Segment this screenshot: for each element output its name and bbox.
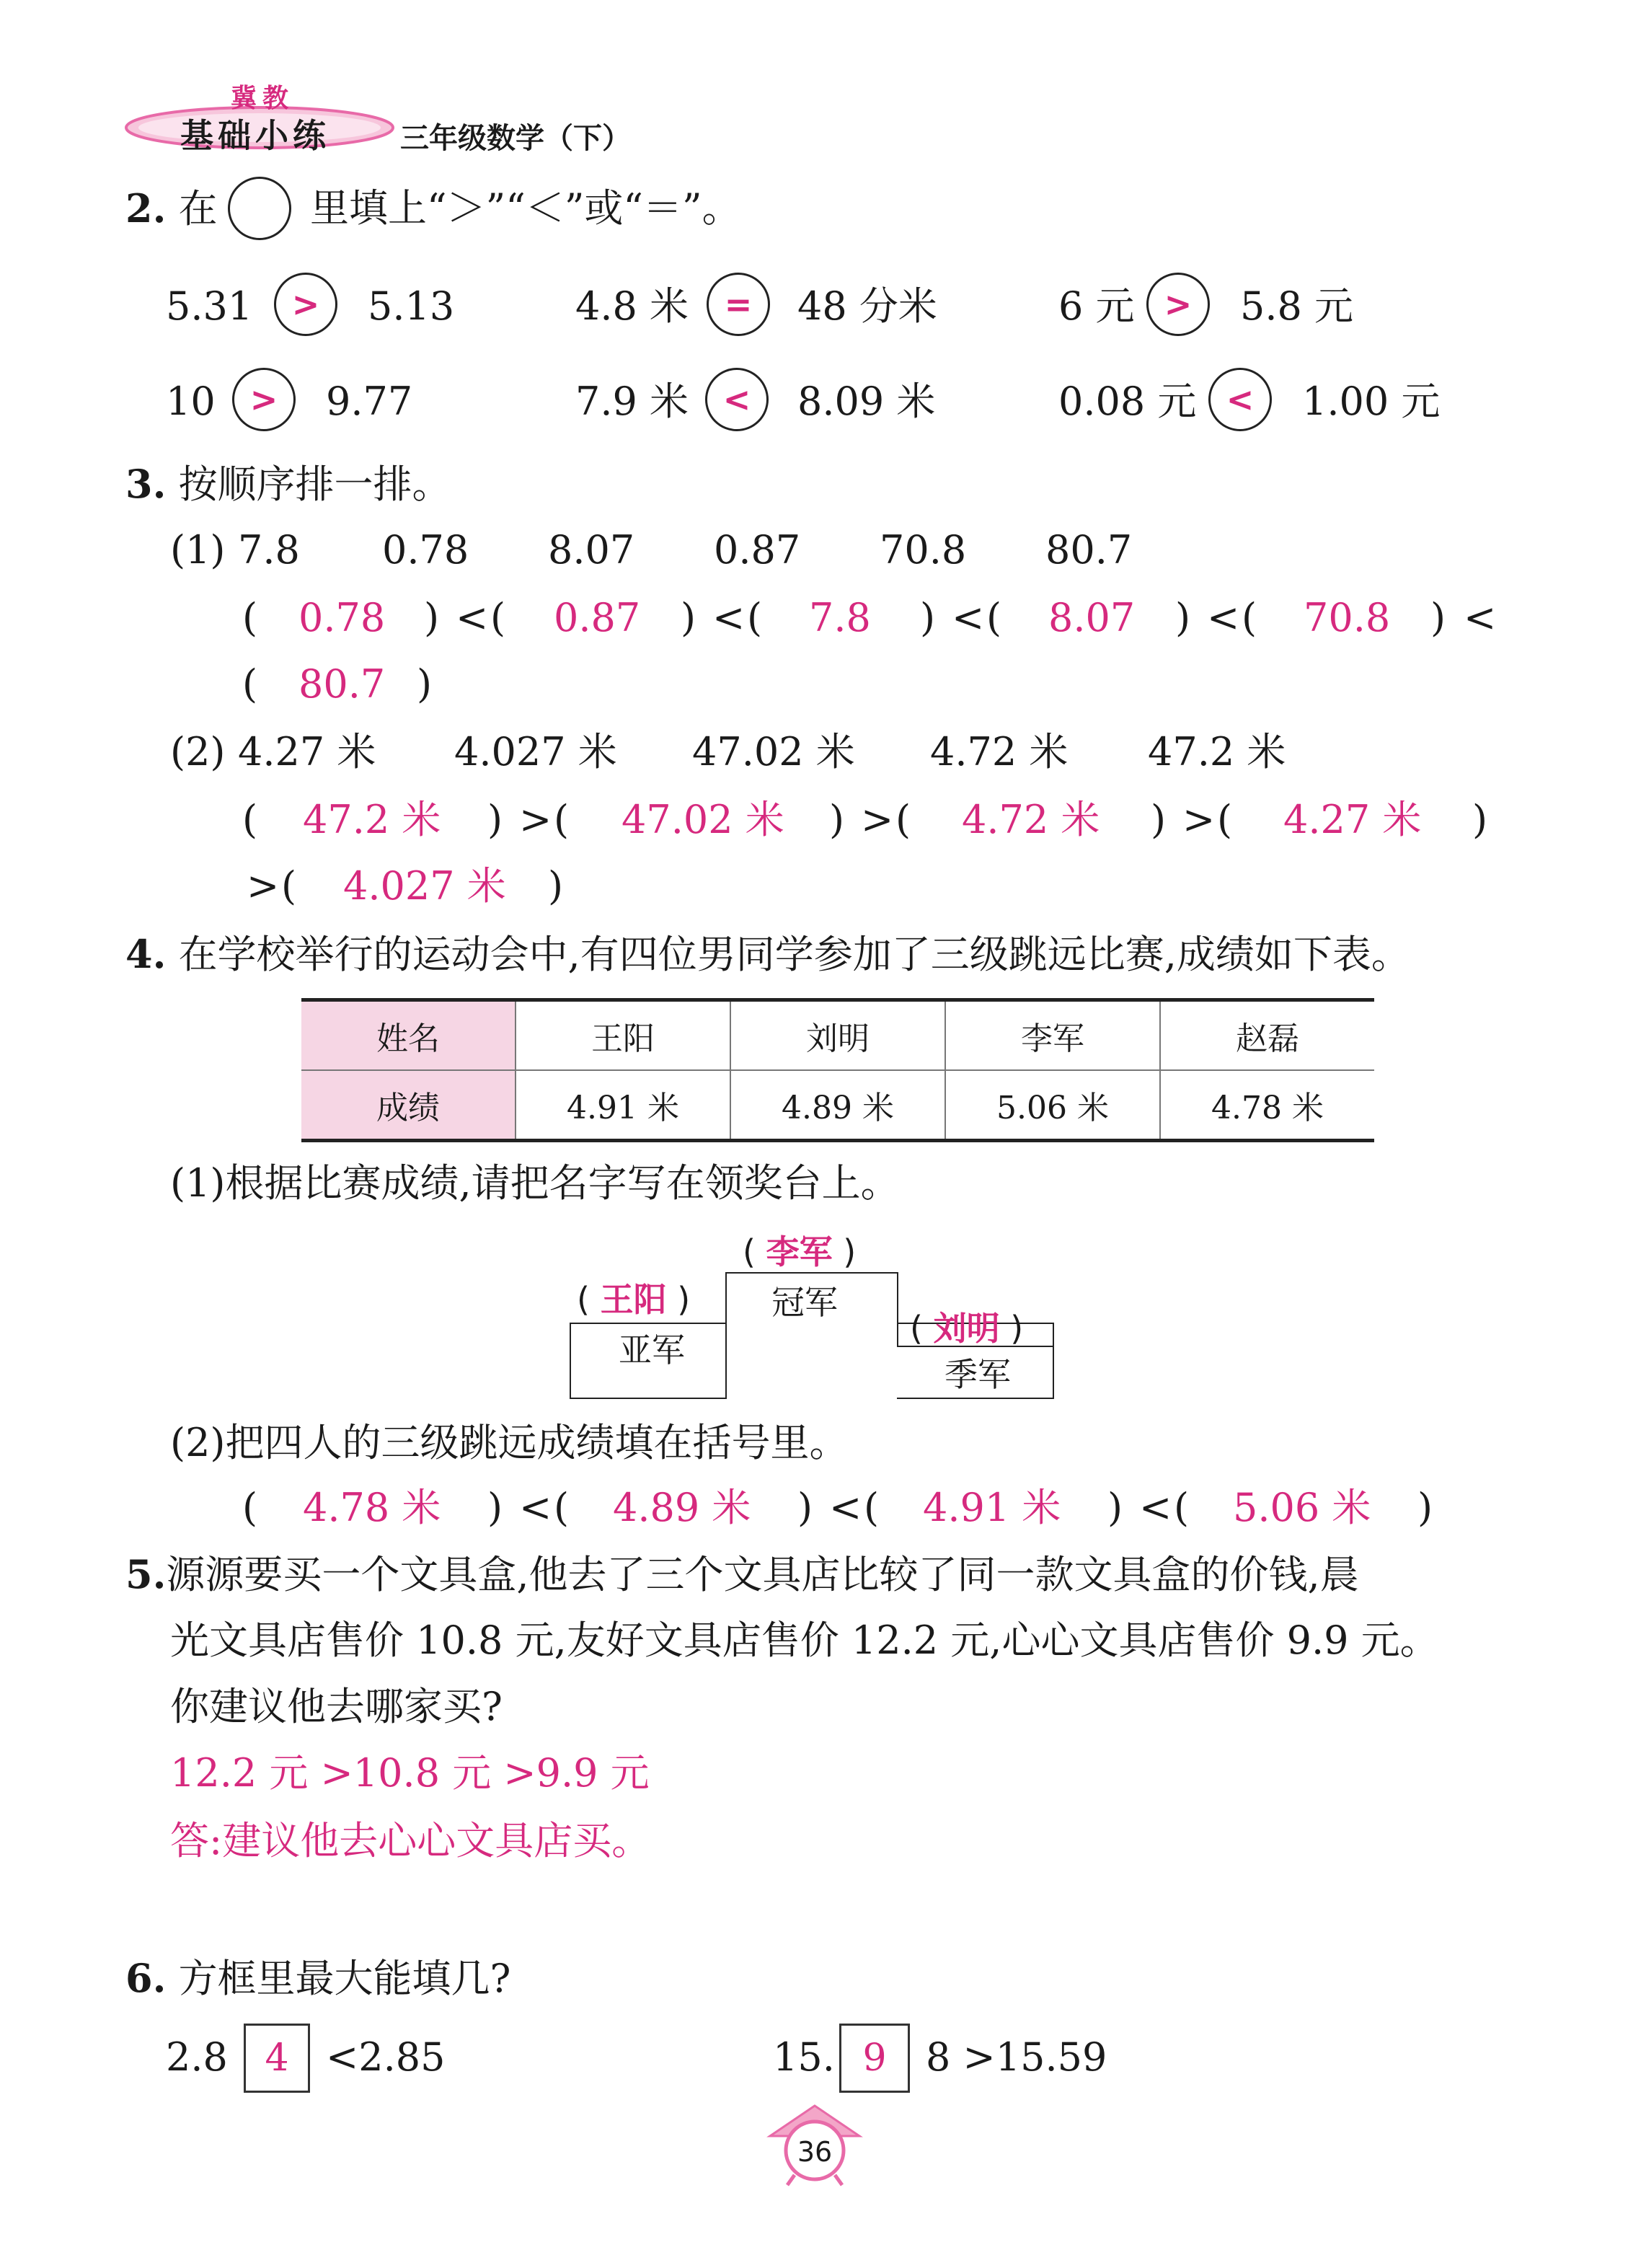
compare-left: 10 bbox=[166, 379, 216, 424]
blank-circle-icon bbox=[228, 177, 291, 240]
given-number: 70.8 bbox=[880, 527, 967, 573]
second-place-label: 亚军 bbox=[619, 1331, 685, 1369]
part-label: (2) bbox=[170, 729, 226, 775]
compare-left: 7.9 米 bbox=[575, 379, 689, 424]
answer-number[interactable]: 4.27 米 bbox=[1283, 797, 1422, 842]
second-place-answer[interactable]: ( 王阳 ) bbox=[577, 1280, 691, 1319]
first-place-label: 冠军 bbox=[771, 1283, 838, 1322]
compare-answer[interactable]: = bbox=[707, 273, 770, 336]
paren-close: ) bbox=[548, 863, 564, 909]
given-number: 7.8 bbox=[238, 527, 300, 573]
paren-close: ) bbox=[487, 797, 503, 842]
score-table bbox=[301, 998, 1374, 1142]
question-title: 在学校举行的运动会中,有四位男同学参加了三级跳远比赛,成绩如下表。 bbox=[178, 932, 1410, 977]
question-number: 6 bbox=[125, 1955, 153, 2001]
paren-close: ) bbox=[829, 797, 845, 842]
paren-close: ) bbox=[417, 661, 433, 707]
paren-open: ( bbox=[281, 863, 297, 909]
number-before: 15. bbox=[773, 2034, 835, 2080]
compare-right: 5.13 bbox=[368, 283, 455, 329]
paren-close: ) bbox=[681, 595, 696, 640]
table-row bbox=[301, 1070, 1374, 1141]
question-text: 你建议他去哪家买? bbox=[170, 1684, 503, 1729]
given-number: 80.7 bbox=[1045, 527, 1133, 573]
compare-sign: < bbox=[712, 595, 746, 640]
paren-close: ) bbox=[920, 595, 936, 640]
question-number: 5 bbox=[125, 1551, 153, 1597]
compare-sign: < bbox=[456, 595, 489, 640]
compare-answer[interactable]: < bbox=[1208, 368, 1272, 431]
paren-close: ) bbox=[1107, 1485, 1123, 1530]
given-number: 4.27 米 bbox=[238, 729, 376, 775]
part-text: (2)把四人的三级跳远成绩填在括号里。 bbox=[170, 1420, 849, 1465]
part-text: (1)根据比赛成绩,请把名字写在领奖台上。 bbox=[170, 1160, 900, 1206]
answer-number[interactable]: 4.91 米 bbox=[923, 1485, 1061, 1530]
compare-sign: > bbox=[861, 797, 894, 842]
given-number: 47.02 米 bbox=[692, 729, 855, 775]
compare-sign: < bbox=[1207, 595, 1240, 640]
question-title: 方框里最大能填几? bbox=[178, 1956, 511, 2001]
paren-open: ( bbox=[242, 661, 258, 707]
table-cell: 4.89 米 bbox=[730, 1070, 945, 1141]
compare-answer[interactable]: < bbox=[705, 368, 769, 431]
answer-number[interactable]: 7.8 bbox=[809, 595, 871, 640]
compare-right: 48 分米 bbox=[797, 283, 937, 329]
question-number: 2 bbox=[125, 185, 153, 231]
answer-text[interactable]: 12.2 元 >10.8 元 >9.9 元 bbox=[170, 1750, 650, 1796]
answer-number[interactable]: 47.02 米 bbox=[621, 797, 784, 842]
table-header-cell: 刘明 bbox=[730, 1000, 945, 1071]
paren-open: ( bbox=[895, 797, 911, 842]
compare-sign: < bbox=[1464, 595, 1497, 640]
table-cell: 4.91 米 bbox=[516, 1070, 730, 1141]
compare-answer[interactable]: > bbox=[232, 368, 296, 431]
question-prefix: 在 bbox=[178, 186, 218, 231]
paren-open: ( bbox=[1242, 595, 1257, 640]
table-cell: 4.78 米 bbox=[1160, 1070, 1374, 1141]
question-number: 4 bbox=[125, 931, 153, 977]
paren-open: ( bbox=[554, 797, 570, 842]
compare-right: 9.77 bbox=[326, 379, 413, 424]
answer-number[interactable]: 0.87 bbox=[554, 595, 641, 640]
question-text: 里填上“＞”“＜”或“＝”。 bbox=[310, 185, 741, 231]
paren-open: ( bbox=[242, 595, 258, 640]
table-header-cell: 姓名 bbox=[301, 1000, 516, 1071]
compare-left: 0.08 元 bbox=[1058, 379, 1197, 424]
given-number: 0.87 bbox=[714, 527, 801, 573]
question-title: 按顺序排一排。 bbox=[178, 462, 451, 507]
series-label: 基础小练 bbox=[180, 116, 330, 155]
paren-open: ( bbox=[490, 595, 506, 640]
part-label: (1) bbox=[170, 527, 226, 573]
paren-open: ( bbox=[242, 1485, 258, 1530]
paren-open: ( bbox=[986, 595, 1002, 640]
given-number: 8.07 bbox=[548, 527, 635, 573]
paren-close: ) bbox=[1417, 1485, 1433, 1530]
question-text: 源源要买一个文具盒,他去了三个文具店比较了同一款文具盒的价钱,晨 bbox=[166, 1552, 1359, 1597]
number-after: <2.85 bbox=[326, 2034, 446, 2080]
compare-answer[interactable]: > bbox=[274, 273, 337, 336]
paren-close: ) bbox=[1430, 595, 1446, 640]
answer-number[interactable]: 8.07 bbox=[1048, 595, 1136, 640]
table-cell: 5.06 米 bbox=[945, 1070, 1160, 1141]
compare-sign: < bbox=[519, 1485, 552, 1530]
question-number: 3 bbox=[125, 461, 153, 507]
question-text: 光文具店售价 10.8 元,友好文具店售价 12.2 元,心心文具店售价 9.9 元。 bbox=[170, 1618, 1439, 1663]
answer-number[interactable]: 4.027 米 bbox=[343, 863, 506, 909]
number-before: 2.8 bbox=[166, 2034, 228, 2080]
paren-open: ( bbox=[554, 1485, 570, 1530]
compare-sign: < bbox=[952, 595, 985, 640]
answer-box[interactable]: 9 bbox=[839, 2024, 910, 2093]
third-place-answer[interactable]: ( 刘明 ) bbox=[910, 1309, 1024, 1348]
answer-box[interactable]: 4 bbox=[244, 2024, 310, 2093]
table-header-cell: 李军 bbox=[945, 1000, 1160, 1071]
given-number: 4.027 米 bbox=[454, 729, 617, 775]
compare-sign: < bbox=[1139, 1485, 1172, 1530]
third-place-label: 季军 bbox=[944, 1355, 1011, 1394]
compare-left: 6 元 bbox=[1058, 283, 1135, 329]
first-place-answer[interactable]: ( 李军 ) bbox=[743, 1232, 857, 1271]
answer-number[interactable]: 47.2 米 bbox=[303, 797, 441, 842]
answer-number[interactable]: 5.06 米 bbox=[1233, 1485, 1371, 1530]
paren-open: ( bbox=[242, 797, 258, 842]
answer-number[interactable]: 4.72 米 bbox=[962, 797, 1100, 842]
paren-close: ) bbox=[797, 1485, 813, 1530]
paren-close: ) bbox=[1472, 797, 1488, 842]
paren-close: ) bbox=[1175, 595, 1191, 640]
compare-sign: > bbox=[247, 863, 280, 909]
compare-answer[interactable]: > bbox=[1146, 273, 1210, 336]
compare-sign: > bbox=[519, 797, 552, 842]
given-number: 4.72 米 bbox=[930, 729, 1069, 775]
given-number: 47.2 米 bbox=[1148, 729, 1286, 775]
publisher-label: 冀教 bbox=[231, 84, 295, 113]
table-row bbox=[301, 1000, 1374, 1071]
page-number: 36 bbox=[797, 2136, 833, 2168]
paren-open: ( bbox=[1217, 797, 1233, 842]
paren-close: ) bbox=[424, 595, 440, 640]
paren-open: ( bbox=[1174, 1485, 1190, 1530]
answer-text[interactable]: 答:建议他去心心文具店买。 bbox=[170, 1818, 651, 1863]
compare-sign: < bbox=[829, 1485, 862, 1530]
given-number: 0.78 bbox=[382, 527, 469, 573]
compare-right: 1.00 元 bbox=[1302, 379, 1441, 424]
table-header-cell: 赵磊 bbox=[1160, 1000, 1374, 1071]
answer-number[interactable]: 4.89 米 bbox=[613, 1485, 751, 1530]
number-after: 8 >15.59 bbox=[926, 2034, 1107, 2080]
subject-label: 三年级数学（下） bbox=[400, 122, 631, 155]
paren-open: ( bbox=[864, 1485, 880, 1530]
answer-number[interactable]: 70.8 bbox=[1304, 595, 1391, 640]
table-cell: 成绩 bbox=[301, 1070, 516, 1141]
compare-left: 5.31 bbox=[166, 283, 253, 329]
paren-close: ) bbox=[487, 1485, 503, 1530]
compare-right: 5.8 元 bbox=[1240, 283, 1354, 329]
answer-number[interactable]: 0.78 bbox=[298, 595, 386, 640]
answer-number[interactable]: 4.78 米 bbox=[303, 1485, 441, 1530]
paren-close: ) bbox=[1151, 797, 1167, 842]
table-header-cell: 王阳 bbox=[516, 1000, 730, 1071]
compare-right: 8.09 米 bbox=[797, 379, 936, 424]
answer-number[interactable]: 80.7 bbox=[298, 661, 386, 707]
compare-sign: > bbox=[1182, 797, 1216, 842]
paren-open: ( bbox=[747, 595, 763, 640]
compare-left: 4.8 米 bbox=[575, 283, 689, 329]
